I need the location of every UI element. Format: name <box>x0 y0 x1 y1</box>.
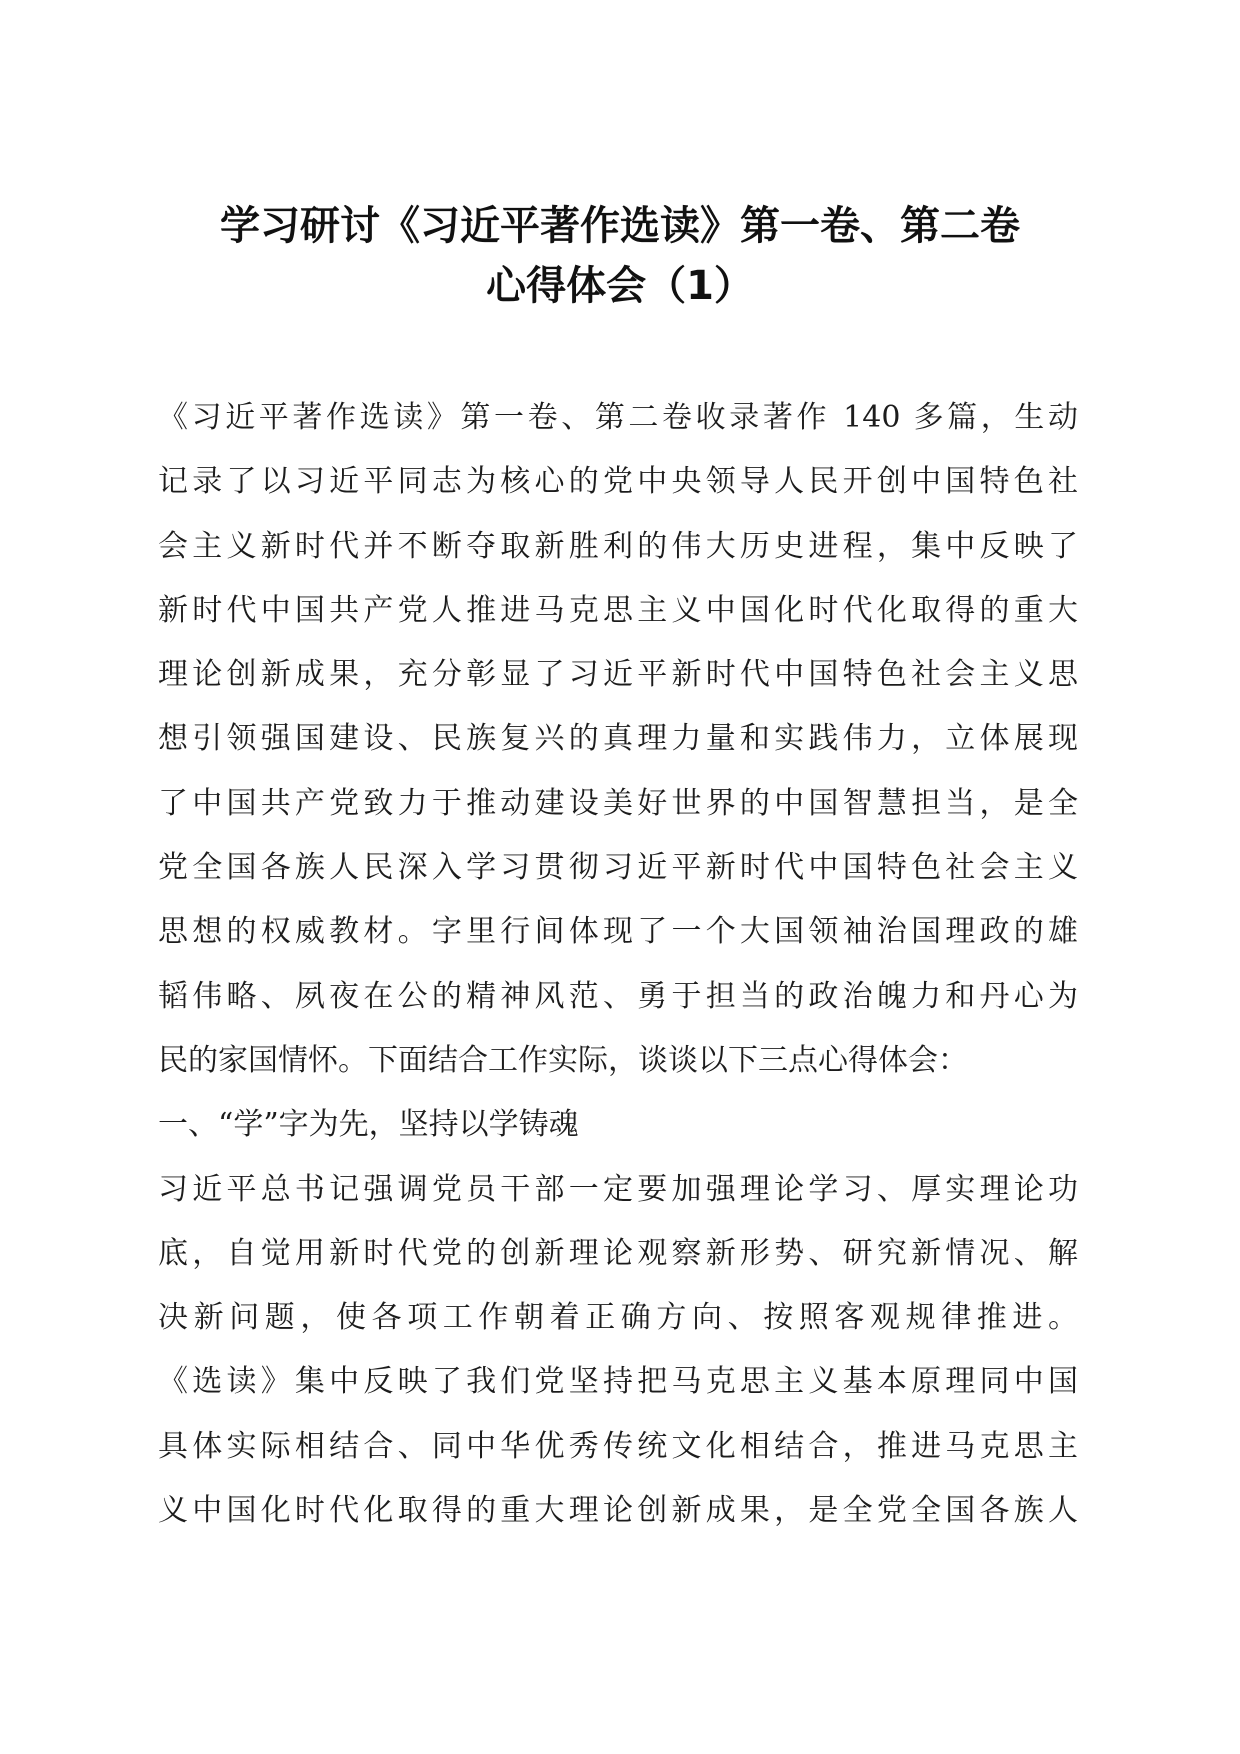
text-line: 《选读》集中反映了我们党坚持把马克思主义基本原理同中国 <box>158 1364 1078 1400</box>
text-line: 党全国各族人民深入学习贯彻习近平新时代中国特色社会主义 <box>158 850 1078 886</box>
paragraph-section-1 <box>158 1158 1078 1544</box>
paragraph-intro <box>158 386 1078 1093</box>
document-body <box>158 386 1078 1543</box>
text-line: 记录了以习近平同志为核心的党中央领导人民开创中国特色社 <box>158 464 1078 500</box>
text-line: 习近平总书记强调党员干部一定要加强理论学习、厚实理论功 <box>158 1171 1078 1207</box>
text-line: 会主义新时代并不断夺取新胜利的伟大历史进程，集中反映了 <box>158 528 1078 564</box>
text-line: 决新问题，使各项工作朝着正确方向、按照客观规律推进。 <box>158 1300 1078 1336</box>
title-line-2: 心得体会（1） <box>486 263 754 309</box>
text-line: 想引领强国建设、民族复兴的真理力量和实践伟力，立体展现 <box>158 721 1078 757</box>
section-heading-1: 一、“学”字为先，坚持以学铸魂 <box>158 1107 579 1143</box>
text-line: 韬伟略、夙夜在公的精神风范、勇于担当的政治魄力和丹心为 <box>158 978 1078 1014</box>
text-line: 新时代中国共产党人推进马克思主义中国化时代化取得的重大 <box>158 592 1078 628</box>
text-line: 民的家国情怀。下面结合工作实际，谈谈以下三点心得体会： <box>158 1042 968 1078</box>
document-title <box>150 196 1090 316</box>
text-line: 思想的权威教材。字里行间体现了一个大国领袖治国理政的雄 <box>158 914 1078 950</box>
text-line: 义中国化时代化取得的重大理论创新成果，是全党全国各族人 <box>158 1493 1078 1529</box>
text-line: 《习近平著作选读》第一卷、第二卷收录著作 140 多篇，生动 <box>158 400 1078 435</box>
text-line: 理论创新成果，充分彰显了习近平新时代中国特色社会主义思 <box>158 657 1078 693</box>
text-line: 具体实际相结合、同中华优秀传统文化相结合，推进马克思主 <box>158 1428 1078 1464</box>
text-line: 了中国共产党致力于推动建设美好世界的中国智慧担当，是全 <box>158 785 1078 821</box>
text-line: 底，自觉用新时代党的创新理论观察新形势、研究新情况、解 <box>158 1235 1078 1271</box>
title-line-1: 学习研讨《习近平著作选读》第一卷、第二卷 <box>220 203 1020 249</box>
